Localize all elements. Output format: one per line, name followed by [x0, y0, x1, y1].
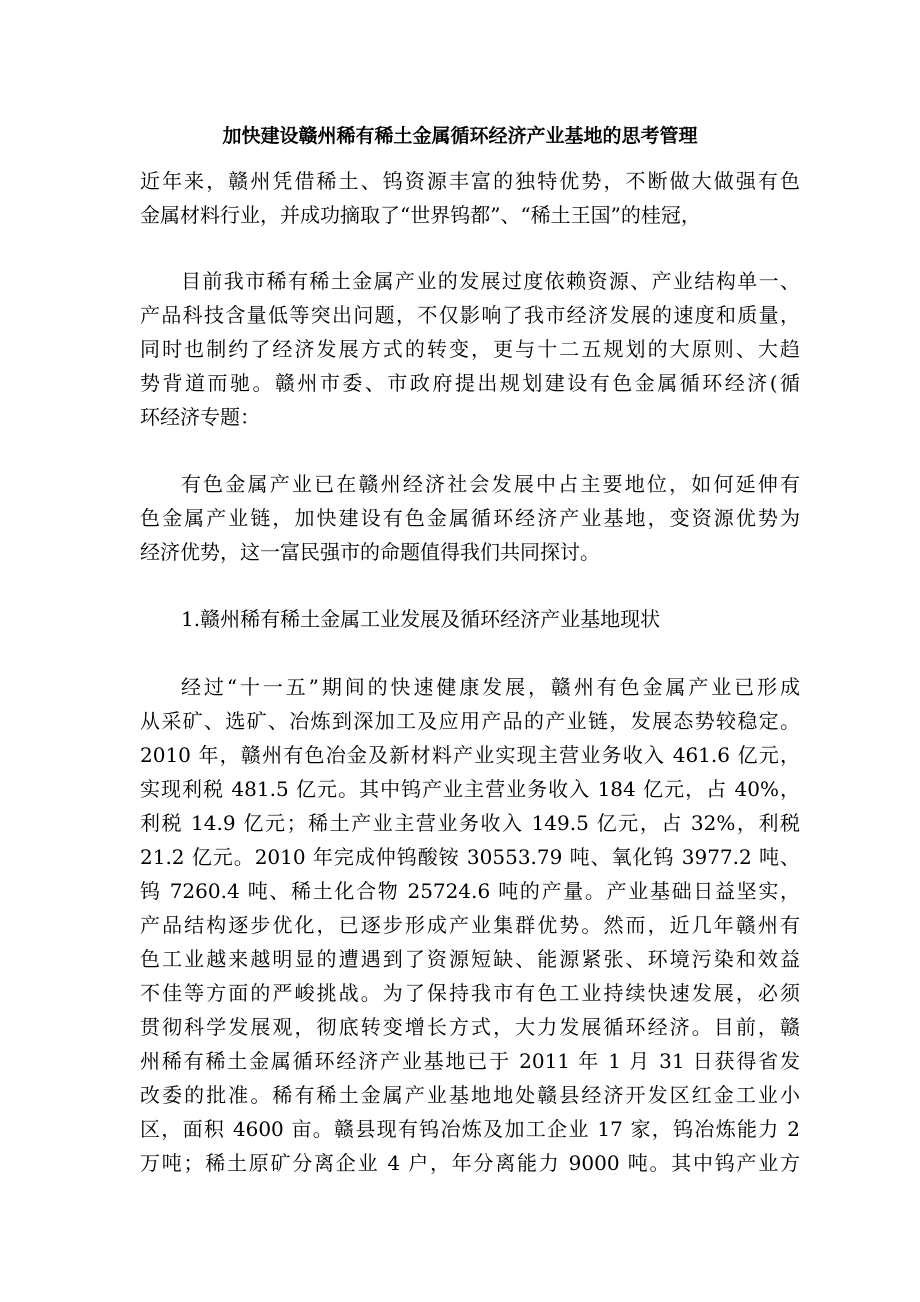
- paragraph-line: 从采矿、选矿、冶炼到深加工及应用产品的产业链，发展态势较稳定。: [140, 709, 800, 733]
- paragraph-line: 色金属产业链，加快建设有色金属循环经济产业基地，变资源优势为: [140, 506, 800, 530]
- paragraph-line: 有色金属产业已在赣州经济社会发展中占主要地位，如何延伸有: [181, 472, 800, 496]
- paragraph-line: 势背道而驰。赣州市委、市政府提出规划建设有色金属循环经济(循: [140, 371, 800, 395]
- paragraph-line: 万吨；稀土原矿分离企业 4 户，年分离能力 9000 吨。其中钨产业方: [140, 1151, 800, 1175]
- paragraph-line: 产品结构逐步优化，已逐步形成产业集群优势。然而，近几年赣州有: [140, 913, 800, 937]
- paragraph-line: 环经济专题：: [140, 405, 260, 429]
- paragraph-line: 贯彻科学发展观，彻底转变增长方式，大力发展循环经济。目前，赣: [140, 1015, 800, 1039]
- document-title: 加快建设赣州稀有稀土金属循环经济产业基地的思考管理: [222, 125, 698, 147]
- paragraph-line: 改委的批准。稀有稀土金属产业基地地处赣县经济开发区红金工业小: [140, 1083, 800, 1107]
- paragraph-line: 不佳等方面的严峻挑战。为了保持我市有色工业持续快速发展，必须: [140, 981, 800, 1005]
- paragraph-line: 2010 年，赣州有色冶金及新材料产业实现主营业务收入 461.6 亿元，: [140, 743, 800, 767]
- paragraph-line: 近年来，赣州凭借稀土、钨资源丰富的独特优势，不断做大做强有色: [140, 169, 800, 193]
- paragraph-line: 产品科技含量低等突出问题，不仅影响了我市经济发展的速度和质量，: [140, 303, 800, 327]
- paragraph-line: 21.2 亿元。2010 年完成仲钨酸铵 30553.79 吨、氧化钨 3977.2 吨、: [140, 845, 800, 869]
- paragraph-line: 实现利税 481.5 亿元。其中钨产业主营业务收入 184 亿元，占 40%，: [140, 777, 800, 801]
- paragraph-line: 金属材料行业，并成功摘取了“世界钨都”、“稀土王国”的桂冠，: [140, 203, 701, 227]
- section-heading: 1.赣州稀有稀土金属工业发展及循环经济产业基地现状: [181, 607, 661, 631]
- paragraph-line: 钨 7260.4 吨、稀土化合物 25724.6 吨的产量。产业基础日益坚实，: [140, 879, 800, 903]
- paragraph-line: 经济优势，这一富民强市的命题值得我们共同探讨。: [140, 540, 600, 564]
- paragraph-line: 色工业越来越明显的遭遇到了资源短缺、能源紧张、环境污染和效益: [140, 947, 800, 971]
- paragraph-line: 同时也制约了经济发展方式的转变，更与十二五规划的大原则、大趋: [140, 337, 800, 361]
- paragraph-line: 目前我市稀有稀土金属产业的发展过度依赖资源、产业结构单一、: [181, 269, 800, 293]
- paragraph-line: 州稀有稀土金属循环经济产业基地已于 2011 年 1 月 31 日获得省发: [140, 1049, 800, 1073]
- paragraph-line: 经过“十一五”期间的快速健康发展，赣州有色金属产业已形成: [181, 675, 800, 699]
- paragraph-line: 区，面积 4600 亩。赣县现有钨冶炼及加工企业 17 家，钨冶炼能力 2: [140, 1117, 800, 1141]
- paragraph-line: 利税 14.9 亿元；稀土产业主营业务收入 149.5 亿元，占 32%，利税: [140, 811, 800, 835]
